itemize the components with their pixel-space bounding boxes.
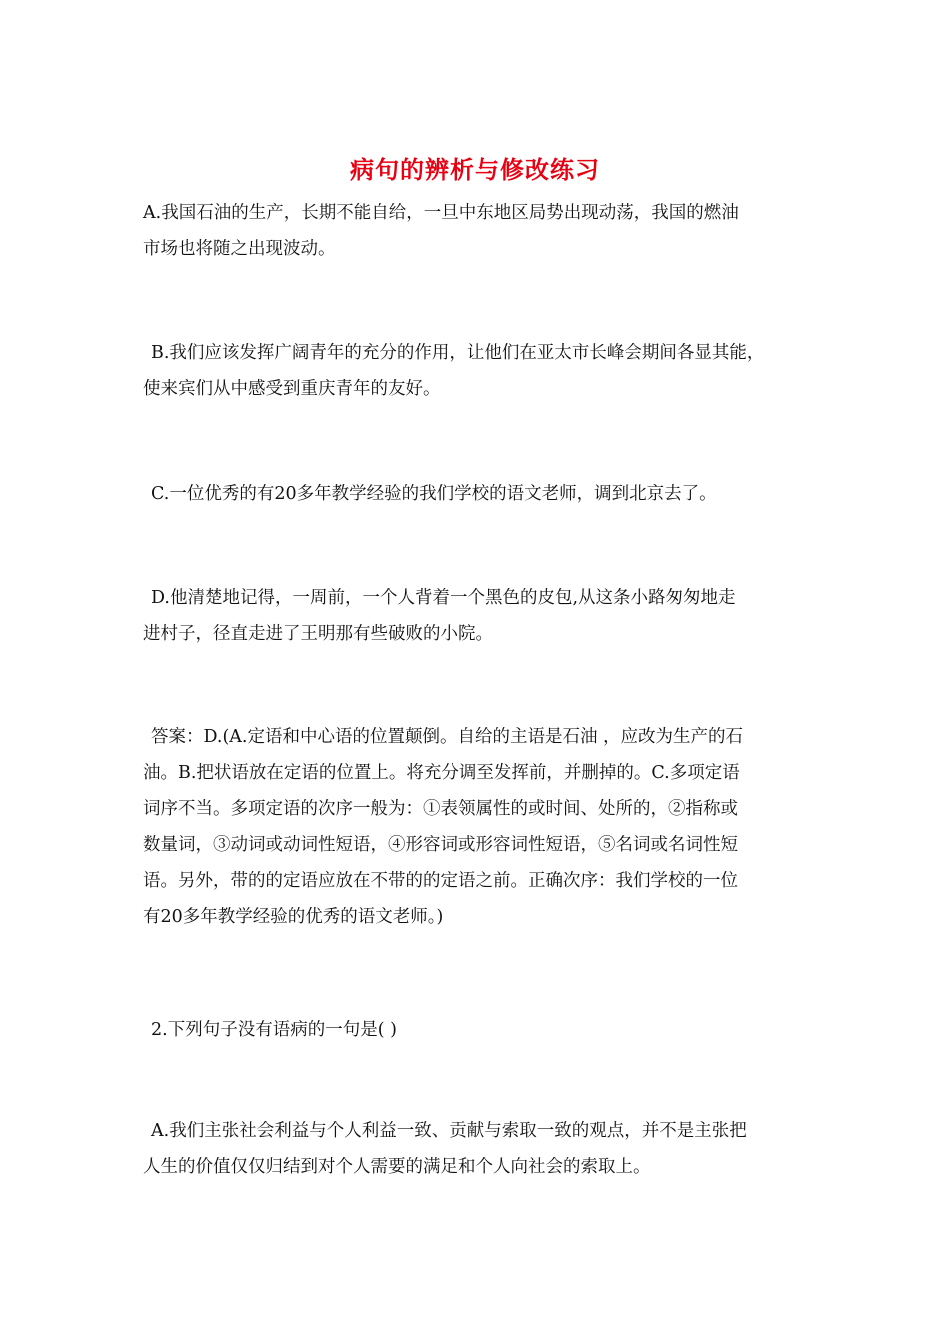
option-d-paragraph xyxy=(143,580,823,652)
text-line: 进村子，径直走进了王明那有些破败的小院。 xyxy=(143,624,493,644)
text-line: 有20多年教学经验的优秀的语文老师。) xyxy=(143,907,444,927)
question-2-paragraph xyxy=(143,1012,823,1048)
text-line: 词序不当。多项定语的次序一般为：①表领属性的或时间、处所的，②指称或 xyxy=(143,799,738,819)
text-line: 使来宾们从中感受到重庆青年的友好。 xyxy=(143,379,441,399)
option-a-paragraph xyxy=(143,195,823,267)
text-line: B.我们应该发挥广阔青年的充分的作用，让他们在亚太市长峰会期间各显其能， xyxy=(151,343,765,363)
text-line: C.一位优秀的有20多年教学经验的我们学校的语文老师，调到北京去了。 xyxy=(151,484,717,504)
option-c-paragraph xyxy=(143,476,823,512)
text-line: 2.下列句子没有语病的一句是( ) xyxy=(151,1020,397,1040)
text-line: A.我们主张社会利益与个人利益一致、贡献与索取一致的观点，并不是主张把 xyxy=(151,1121,747,1141)
text-line: 语。另外，带的的定语应放在不带的的定语之前。正确次序：我们学校的一位 xyxy=(143,871,738,891)
text-line: 数量词，③动词或动词性短语，④形容词或形容词性短语，⑤名词或名词性短 xyxy=(143,835,738,855)
text-line: 答案：D.(A.定语和中心语的位置颠倒。自给的主语是石油 ，应改为生产的石 xyxy=(151,727,744,747)
text-line: 油。B.把状语放在定语的位置上。将充分调至发挥前，并删掉的。C.多项定语 xyxy=(143,763,740,783)
text-line: 市场也将随之出现波动。 xyxy=(143,239,336,259)
text-line: 人生的价值仅仅归结到对个人需要的满足和个人向社会的索取上。 xyxy=(143,1157,651,1177)
option-b-paragraph xyxy=(143,335,823,407)
text-line: D.他清楚地记得，一周前，一个人背着一个黑色的皮包,从这条小路匆匆地走 xyxy=(151,588,736,608)
text-line: A.我国石油的生产，长期不能自给，一旦中东地区局势出现动荡，我国的燃油 xyxy=(143,203,739,223)
q2-option-a-paragraph xyxy=(143,1113,823,1185)
answer-paragraph xyxy=(143,719,823,935)
page-title: 病句的辨析与修改练习 xyxy=(350,156,600,184)
